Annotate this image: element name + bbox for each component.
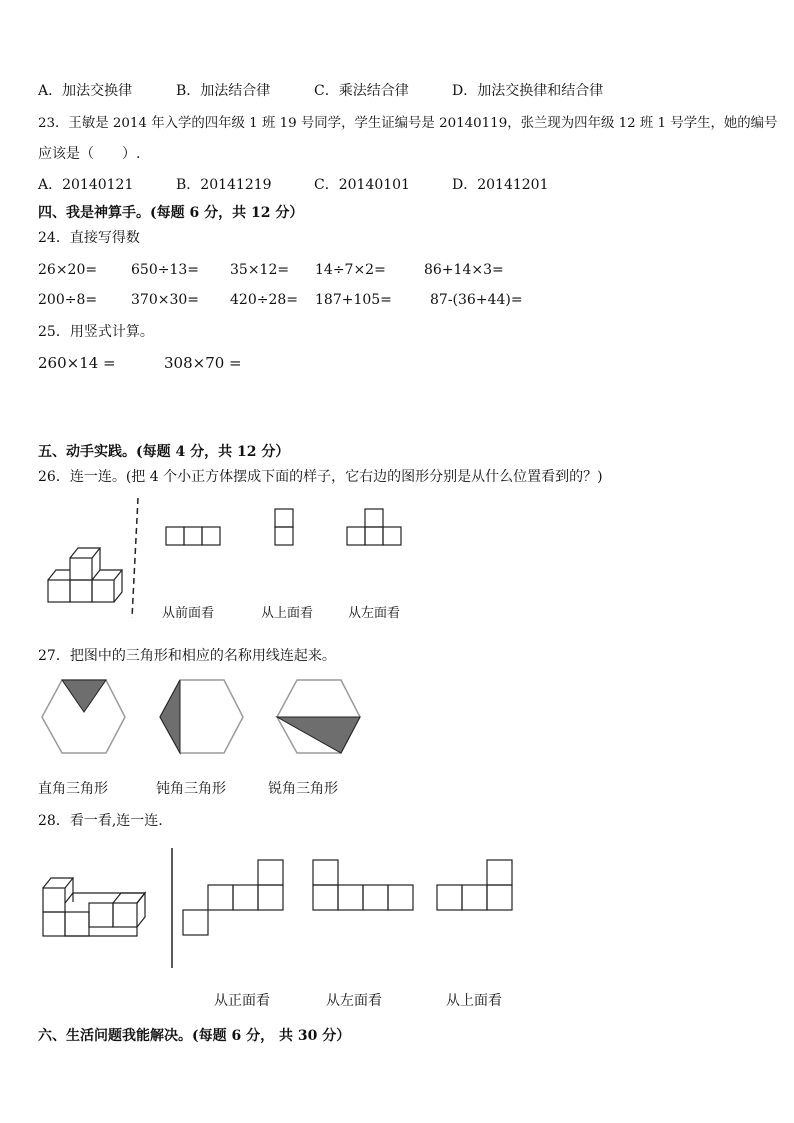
q24-item: 14÷7×2= — [315, 262, 386, 278]
q28-label: 从左面看 — [326, 993, 382, 1009]
q26-label: 从左面看 — [348, 606, 401, 621]
q24-item: 420÷28= — [230, 292, 298, 308]
section-6-title: 六、生活问题我能解决。(每题 6 分， 共 30 分） — [38, 1028, 351, 1044]
q25-title: 25．用竖式计算。 — [38, 324, 154, 340]
q23-option-d: D．20141201 — [452, 177, 549, 193]
q24-title: 24．直接写得数 — [38, 230, 140, 246]
q26-title: 26．连一连。(把 4 个小正方体摆成下面的样子，它右边的图形分别是从什么位置看到的？) — [38, 469, 603, 485]
q28-cube-shape — [43, 878, 145, 936]
q26-label: 从前面看 — [162, 606, 215, 621]
q28-view-a — [183, 860, 283, 935]
q27-label: 钝角三角形 — [156, 781, 226, 797]
q24-item: 650÷13= — [131, 262, 199, 278]
q23-option-b: B．20141219 — [176, 177, 272, 193]
q22-option-c: C．乘法结合律 — [314, 83, 409, 99]
section-4-title: 四、我是神算手。(每题 6 分，共 12 分） — [38, 205, 304, 221]
q25-item: 308×70 = — [164, 354, 242, 372]
q28-view-b — [313, 860, 413, 910]
q28-view-c — [437, 860, 512, 910]
q28-label: 从上面看 — [446, 993, 502, 1009]
q28-label: 从正面看 — [214, 993, 270, 1009]
section-5-title: 五、动手实践。(每题 4 分，共 12 分） — [38, 444, 290, 460]
q22-option-d: D．加法交换律和结合律 — [452, 83, 604, 99]
q24-item: 187+105= — [315, 292, 392, 308]
q27-title: 27．把图中的三角形和相应的名称用线连起来。 — [38, 648, 336, 664]
q26-label: 从上面看 — [261, 606, 314, 621]
q24-item: 87-(36+44)= — [430, 292, 523, 308]
q24-item: 26×20= — [38, 262, 98, 278]
q27-label: 直角三角形 — [38, 781, 108, 797]
q28-title: 28．看一看,连一连. — [38, 813, 163, 829]
q23-option-c: C．20140101 — [314, 177, 410, 193]
q23-question-line2: 应该是（ ）. — [38, 146, 141, 162]
q24-item: 86+14×3= — [424, 262, 504, 278]
q27-label: 锐角三角形 — [268, 781, 338, 797]
q22-option-b: B．加法结合律 — [176, 83, 271, 99]
q24-item: 370×30= — [131, 292, 199, 308]
q25-item: 260×14 = — [38, 354, 116, 372]
q22-option-a: A．加法交换律 — [38, 83, 133, 99]
q24-item: 35×12= — [230, 262, 290, 278]
q23-question-line1: 23．王敏是 2014 年入学的四年级 1 班 19 号同学，学生证编号是 20140119，张兰现为四年级 12 班 1 号学生，她的编号 — [38, 116, 778, 131]
q23-option-a: A．20140121 — [38, 177, 134, 193]
q24-item: 200÷8= — [38, 292, 98, 308]
